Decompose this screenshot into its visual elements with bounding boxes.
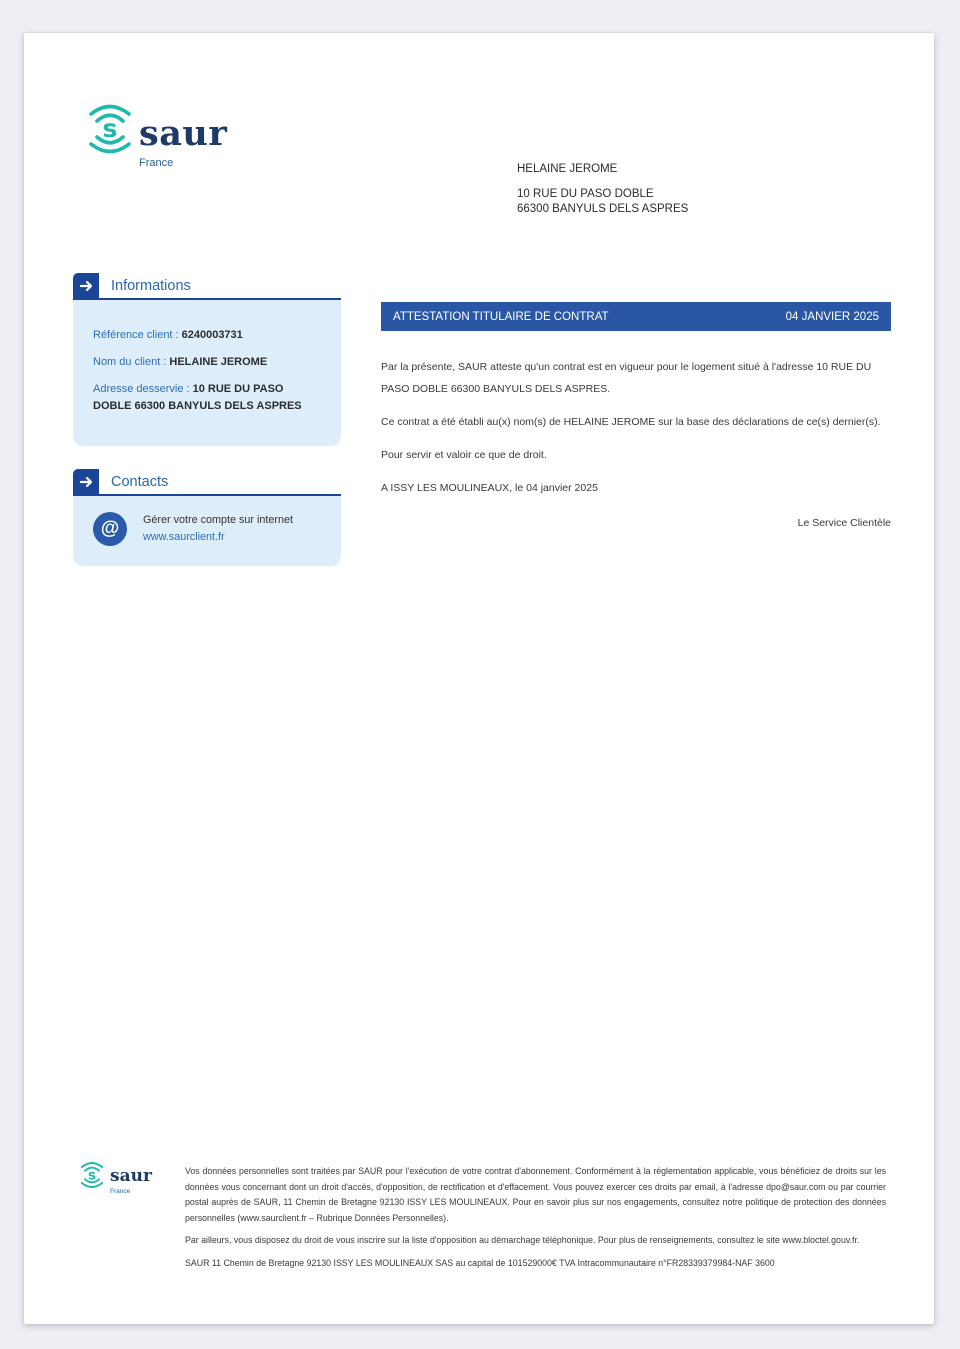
contacts-panel-header: [73, 469, 341, 496]
logo-region-text: France: [139, 157, 174, 169]
served-address-field: [93, 381, 321, 415]
informations-panel-body: [73, 300, 341, 446]
informations-panel-title: Informations: [111, 277, 191, 294]
contacts-panel-body: [73, 496, 341, 566]
contacts-panel-title: Contacts: [111, 473, 169, 490]
saur-logo-mark-icon: [80, 1160, 104, 1190]
arrow-right-icon: [73, 273, 99, 299]
recipient-address-block: [517, 163, 688, 216]
logo-mark-letter: s: [88, 1168, 96, 1184]
logo-mark-letter: s: [102, 114, 118, 143]
client-name-value: HELAINE JEROME: [169, 356, 268, 368]
client-reference-label: Référence client :: [93, 329, 179, 341]
served-address-label: Adresse desservie :: [93, 383, 190, 395]
arrow-right-icon: [73, 469, 99, 495]
footer-company-paragraph: SAUR 11 Chemin de Bretagne 92130 ISSY LES MOULINEAUX SAS au capital de 101529000€ TVA Intracommunautaire n°FR28339379984-NAF 3600: [185, 1257, 775, 1268]
served-address-value: 10 RUE DU PASO DOBLE 66300 BANYULS DELS ASPRES: [93, 383, 302, 412]
contact-lines: [143, 510, 293, 543]
recipient-address-line1: 10 RUE DU PASO DOBLE: [517, 188, 654, 200]
saur-logo-footer: [80, 1160, 152, 1195]
recipient-address: [517, 187, 688, 216]
client-reference-value: 6240003731: [181, 329, 243, 341]
attestation-date: 04 JANVIER 2025: [785, 310, 879, 323]
attestation-place-date: A ISSY LES MOULINEAUX, le 04 janvier 2025: [381, 482, 598, 494]
footer-bloctel-paragraph: Par ailleurs, vous disposez du droit de vous inscrire sur la liste d'opposition au démarchage téléphonique. Pour plus de renseignements, consultez le site www.bloctel.gouv.fr.: [185, 1235, 860, 1245]
contacts-panel: [73, 469, 341, 566]
informations-panel: [73, 273, 341, 446]
footer-logo-region-text: France: [110, 1188, 131, 1195]
attestation-paragraph-2: Ce contrat a été établi au(x) nom(s) de HELAINE JEROME sur la base des déclarations de ce(s) dernier(s).: [381, 416, 881, 428]
saur-logo: [88, 101, 227, 169]
recipient-name: HELAINE JEROME: [517, 163, 618, 175]
footer-privacy-paragraph: Vos données personnelles sont traitées par SAUR pour l'exécution de votre contrat d'abonnement. Conformément à la réglementation applicable, vous bénéficiez de droits sur les données vous concernant dont un droit d'accès, d'opposition, de rectification et d'effacement. Vous pouvez exercer ces droits par email, à l'adresse dpo@saur.com ou par courrier postal auprès de SAUR, 11 Chemin de Bretagne 92130 ISSY LES MOULINEAUX. Pour en savoir plus sur nos engagements, consultez notre politique de protection des données personnelles (www.saurclient.fr – Rubrique Données Personnelles).: [185, 1166, 886, 1223]
saurclient-website-link[interactable]: www.saurclient.fr: [143, 531, 225, 543]
client-reference-field: [93, 327, 321, 344]
attestation-paragraph-3: Pour servir et valoir ce que de droit.: [381, 449, 547, 461]
at-sign-icon: @: [93, 512, 127, 546]
client-name-label: Nom du client :: [93, 356, 167, 368]
attestation-paragraph-1: Par la présente, SAUR atteste qu'un contrat est en vigueur pour le logement situé à l'adresse 10 RUE DU PASO DOBLE 66300 BANYULS DELS ASPRES.: [381, 361, 872, 395]
logo-brand-text: saur: [139, 113, 228, 154]
footer-logo-brand-text: saur: [110, 1166, 152, 1186]
attestation-title: ATTESTATION TITULAIRE DE CONTRAT: [393, 310, 609, 323]
saur-logo-mark-icon: [88, 101, 132, 157]
footer-logo-text: [106, 1160, 152, 1195]
client-name-field: [93, 354, 321, 371]
attestation-title-bar: [381, 302, 891, 331]
letter-body: [381, 302, 891, 545]
footer-legal-text: [185, 1164, 886, 1278]
informations-panel-header: [73, 273, 341, 300]
recipient-address-line2: 66300 BANYULS DELS ASPRES: [517, 202, 689, 215]
document-page: [24, 33, 934, 1324]
signature-line: Le Service Clientèle: [797, 517, 891, 529]
logo-text: [139, 101, 227, 169]
manage-account-label: Gérer votre compte sur internet: [143, 514, 294, 526]
